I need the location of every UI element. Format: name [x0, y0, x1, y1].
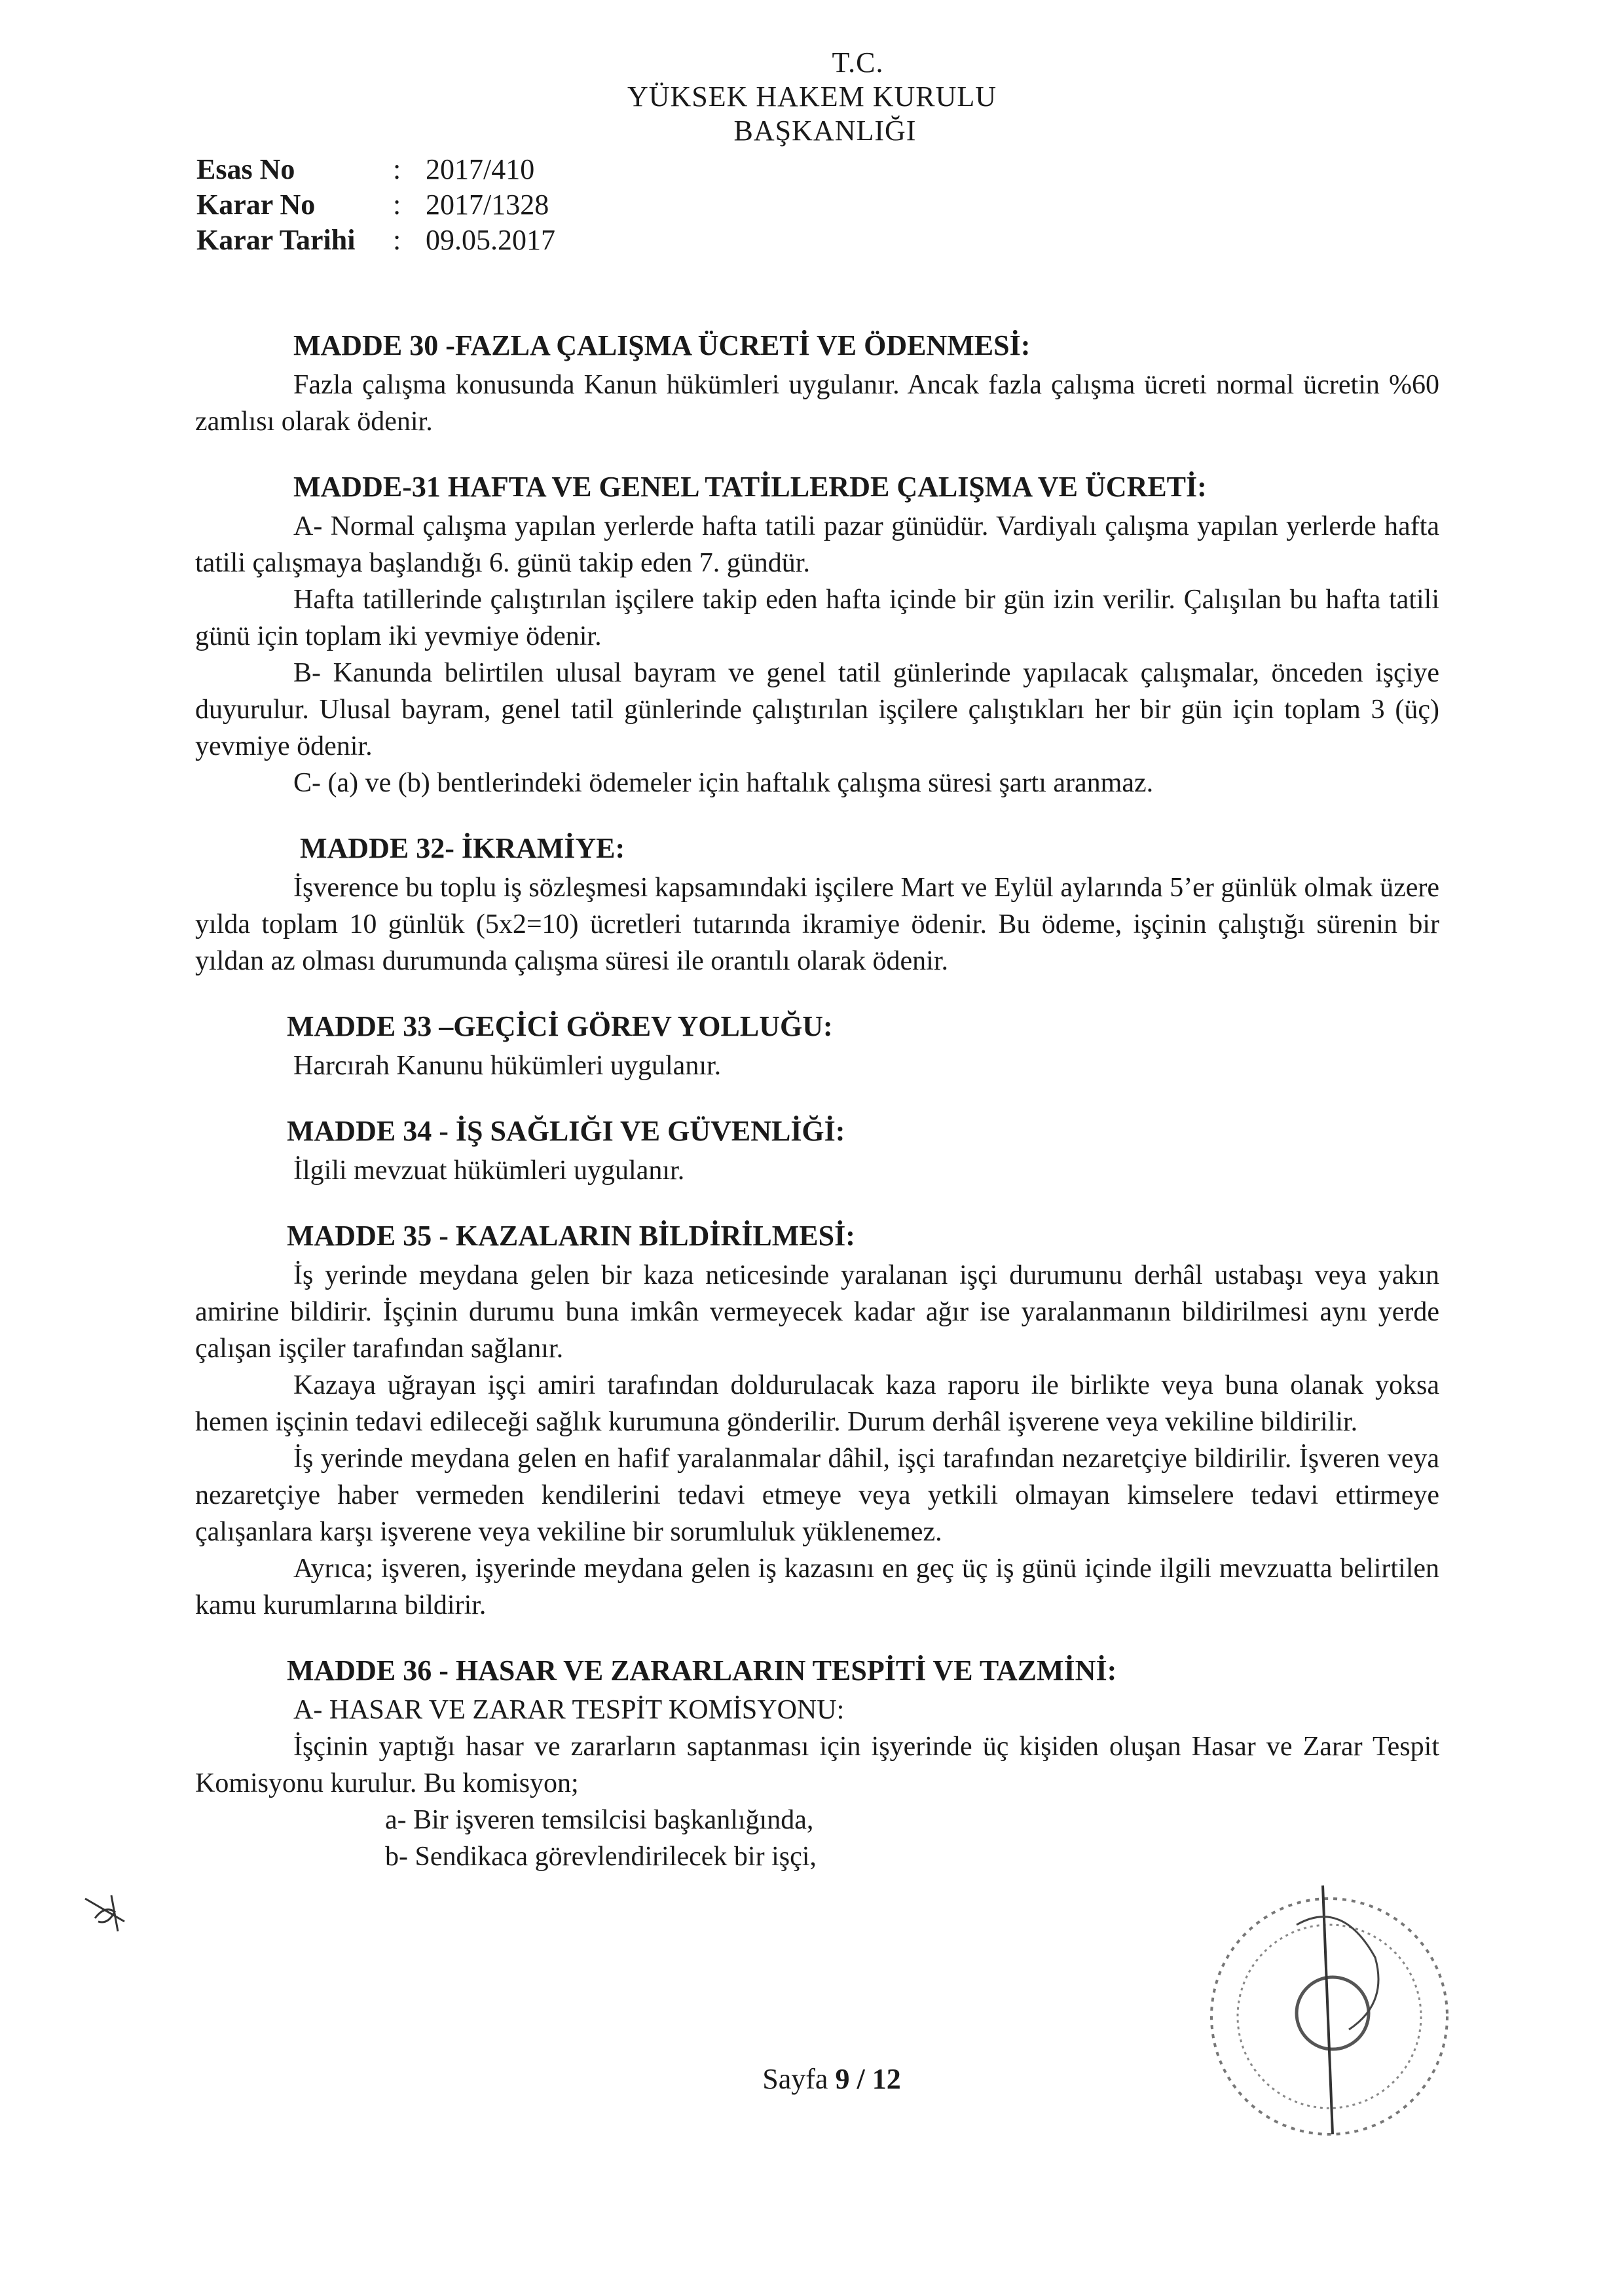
- meta-row-karar: [196, 187, 555, 223]
- article-heading: MADDE 33 –GEÇİCİ GÖREV YOLLUĞU:: [287, 1010, 833, 1042]
- article-paragraph: A- Normal çalışma yapılan yerlerde hafta tatili pazar günüdür. Vardiyalı çalışma yapılan yerlerde hafta tatili çalışmaya başlandığı 6. günü takip eden 7. gündür.: [195, 511, 1439, 578]
- article-paragraph: İlgili mevzuat hükümleri uygulanır.: [293, 1156, 685, 1186]
- article-heading: MADDE 35 - KAZALARIN BİLDİRİLMESİ:: [287, 1220, 855, 1252]
- committee-list: [195, 1802, 1439, 1875]
- initials-signature-icon: [79, 1886, 138, 1938]
- case-metadata: [196, 152, 555, 258]
- article-35: [195, 1218, 1439, 1624]
- meta-value: 2017/1328: [426, 189, 549, 221]
- official-seal-icon: [1192, 1872, 1467, 2147]
- article-heading: MADDE 32- İKRAMİYE:: [300, 832, 625, 864]
- article-heading: MADDE-31 HAFTA VE GENEL TATİLLERDE ÇALIŞMA VE ÜCRETİ:: [293, 471, 1207, 503]
- article-paragraph: İş yerinde meydana gelen en hafif yaralanmalar dâhil, işçi tarafından nezaretçiye bildirilir. İşveren veya nezaretçiye haber vermeden kendilerini tedavi etmeye veya yetkili olmayan kimselere tedavi ettirmeye çalışanlara karşı işverene veya vekiline bir sorumluluk yüklenemez.: [195, 1444, 1439, 1547]
- page-footer: [0, 2062, 1624, 2096]
- page-label: Sayfa: [762, 2063, 828, 2095]
- article-subheading: A- HASAR VE ZARAR TESPİT KOMİSYONU:: [293, 1695, 845, 1725]
- header-line-tc: T.C.: [832, 46, 884, 79]
- document-body: [195, 327, 1439, 1904]
- article-heading: MADDE 34 - İŞ SAĞLIĞI VE GÜVENLİĞİ:: [287, 1115, 845, 1147]
- article-36: [195, 1652, 1439, 1875]
- article-paragraph: Harcırah Kanunu hükümleri uygulanır.: [293, 1051, 722, 1081]
- article-paragraph: B- Kanunda belirtilen ulusal bayram ve genel tatil günlerinde yapılacak çalışmalar, önceden işçiye duyurulur. Ulusal bayram, genel tatil günlerinde çalıştırılan işçilere çalıştıkları her bir gün için toplam 3 (üç) yevmiye ödenir.: [195, 658, 1439, 761]
- list-item: b- Sendikaca görevlendirilecek bir işçi,: [385, 1842, 817, 1872]
- article-31: [195, 469, 1439, 801]
- meta-value: 2017/410: [426, 153, 535, 185]
- meta-label: Karar Tarihi: [196, 224, 356, 256]
- header-line-institution: YÜKSEK HAKEM KURULU: [627, 81, 997, 113]
- meta-row-esas: [196, 152, 555, 187]
- article-33: [195, 1008, 1439, 1084]
- article-paragraph: İşverence bu toplu iş sözleşmesi kapsamındaki işçilere Mart ve Eylül aylarında 5’er günlük olmak üzere yılda toplam 10 günlük (5x2=10) ücretleri tutarında ikramiye ödenir. Bu ödeme, işçinin çalıştığı sürenin bir yıldan az olması durumunda çalışma süresi ile orantılı olarak ödenir.: [195, 873, 1439, 976]
- meta-label: Esas No: [196, 153, 295, 185]
- article-paragraph: Kazaya uğrayan işçi amiri tarafından doldurulacak kaza raporu ile birlikte veya buna olanak yoksa hemen işçinin tedavi edileceği sağlık kurumuna gönderilir. Durum derhâl işverene veya vekiline bildirilir.: [195, 1370, 1439, 1437]
- article-paragraph: Fazla çalışma konusunda Kanun hükümleri uygulanır. Ancak fazla çalışma ücreti normal ücretin %60 zamlısı olarak ödenir.: [195, 370, 1439, 437]
- meta-separator: :: [393, 224, 401, 256]
- page-number: 9 / 12: [835, 2063, 901, 2095]
- meta-row-tarih: [196, 223, 555, 258]
- meta-separator: :: [393, 189, 401, 221]
- article-paragraph: Ayrıca; işveren, işyerinde meydana gelen iş kazasını en geç üç iş günü içinde ilgili mevzuatta belirtilen kamu kurumlarına bildirir.: [195, 1554, 1439, 1620]
- list-item: a- Bir işveren temsilcisi başkanlığında,: [385, 1805, 814, 1835]
- header-line-department: BAŞKANLIĞI: [733, 115, 917, 147]
- article-30: [195, 327, 1439, 440]
- meta-value: 09.05.2017: [426, 224, 555, 256]
- article-heading: MADDE 36 - HASAR VE ZARARLARIN TESPİTİ VE TAZMİNİ:: [287, 1654, 1117, 1686]
- article-heading: MADDE 30 -FAZLA ÇALIŞMA ÜCRETİ VE ÖDENMESİ:: [293, 329, 1031, 361]
- article-32: [195, 830, 1439, 979]
- meta-separator: :: [393, 153, 401, 185]
- document-header: [0, 46, 1624, 148]
- article-paragraph: C- (a) ve (b) bentlerindeki ödemeler için haftalık çalışma süresi şartı aranmaz.: [293, 768, 1154, 798]
- article-paragraph: İş yerinde meydana gelen bir kaza neticesinde yaralanan işçi durumunu derhâl ustabaşı veya yakın amirine bildirir. İşçinin durumu buna imkân vermeyecek kadar ağır ise yaralanmanın bildirilmesi aynı yerde çalışan işçiler tarafından sağlanır.: [195, 1260, 1439, 1364]
- article-paragraph: İşçinin yaptığı hasar ve zararların saptanması için işyerinde üç kişiden oluşan Hasar ve Zarar Tespit Komisyonu kurulur. Bu komisyon;: [195, 1732, 1439, 1798]
- article-34: [195, 1113, 1439, 1189]
- meta-label: Karar No: [196, 189, 316, 221]
- article-paragraph: Hafta tatillerinde çalıştırılan işçilere takip eden hafta içinde bir gün izin verilir. Çalışılan bu hafta tatili günü için toplam iki yevmiye ödenir.: [195, 585, 1439, 651]
